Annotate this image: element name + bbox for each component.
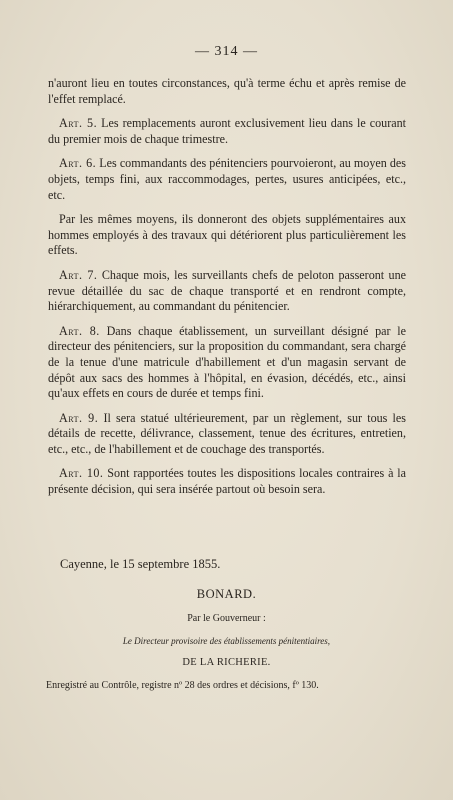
directeur-name: DE LA RICHERIE.: [182, 657, 271, 668]
article-label: Art. 8.: [59, 323, 100, 338]
article-text: Les remplacements auront exclusivement lieu dans le courant du premier mois de chaque trimestre.: [48, 116, 406, 146]
article-text: Sont rapportées toutes les dispositions locales contraires à la présente décision, qui sera insérée partout où besoin sera.: [48, 466, 406, 497]
directeur-title: Le Directeur provisoire des établissements pénitentiaires,: [122, 636, 331, 646]
article-text: Les commandants des pénitenciers pourvoieront, au moyen des objets, temps fini, aux raccommodages, pertes, usures anticipées, etc., etc.: [48, 156, 407, 202]
paragraph-text: Par les mêmes moyens, ils donneront des objets supplémentaires aux hommes employés à des travaux qui détériorent plus particulièrement les effets.: [48, 212, 406, 258]
article-text: Il sera statué ultérieurement, par un règlement, sur tous les détails de recette, délivrance, classement, tenue des écritures, entretien, etc., etc., de l'habillement et de couchage des transportés.: [48, 410, 406, 456]
paragraph-continuation: [48, 76, 406, 107]
dateline: Cayenne, le 15 septembre 1855.: [60, 557, 221, 571]
body-text: [48, 76, 406, 507]
paragraph-supplementary: [48, 212, 406, 259]
article-9: [48, 411, 406, 458]
registration-note: Enregistré au Contrôle, registre nº 28 des ordres et décisions, fº 130.: [46, 680, 319, 691]
signature: BONARD.: [196, 587, 257, 601]
article-7: [48, 268, 406, 315]
article-5: [48, 116, 406, 147]
article-10: [48, 466, 406, 497]
page-number: — 314 —: [195, 44, 258, 59]
article-label: Art. 9.: [59, 410, 99, 425]
paragraph-text: n'auront lieu en toutes circonstances, qu'à terme échu et après remise de l'effet remplacé.: [48, 76, 406, 106]
article-label: Art. 6.: [59, 156, 97, 171]
article-label: Art. 7.: [59, 267, 98, 282]
par-gouverneur: Par le Gouverneur :: [187, 613, 266, 624]
article-text: Dans chaque établissement, un surveillant désigné par le directeur des pénitenciers, sur la proposition du commandant, sera chargé de la tenue d'une matricule d'habillement et d'un magasin servant de dépôt aux sacs des hommes à l'hôpital, en évasion, décédés, etc., ainsi qu'aux effets en cours de durée et temps fini.: [48, 323, 407, 401]
article-label: Art. 5.: [59, 116, 98, 131]
article-label: Art. 10.: [59, 466, 104, 481]
article-8: [48, 324, 406, 402]
article-6: [48, 156, 406, 203]
article-text: Chaque mois, les surveillants chefs de peloton passeront une revue détaillée du sac de chaque transporté et en rendront compte, hiérarchiquement, au commandant du pénitencier.: [48, 267, 406, 314]
